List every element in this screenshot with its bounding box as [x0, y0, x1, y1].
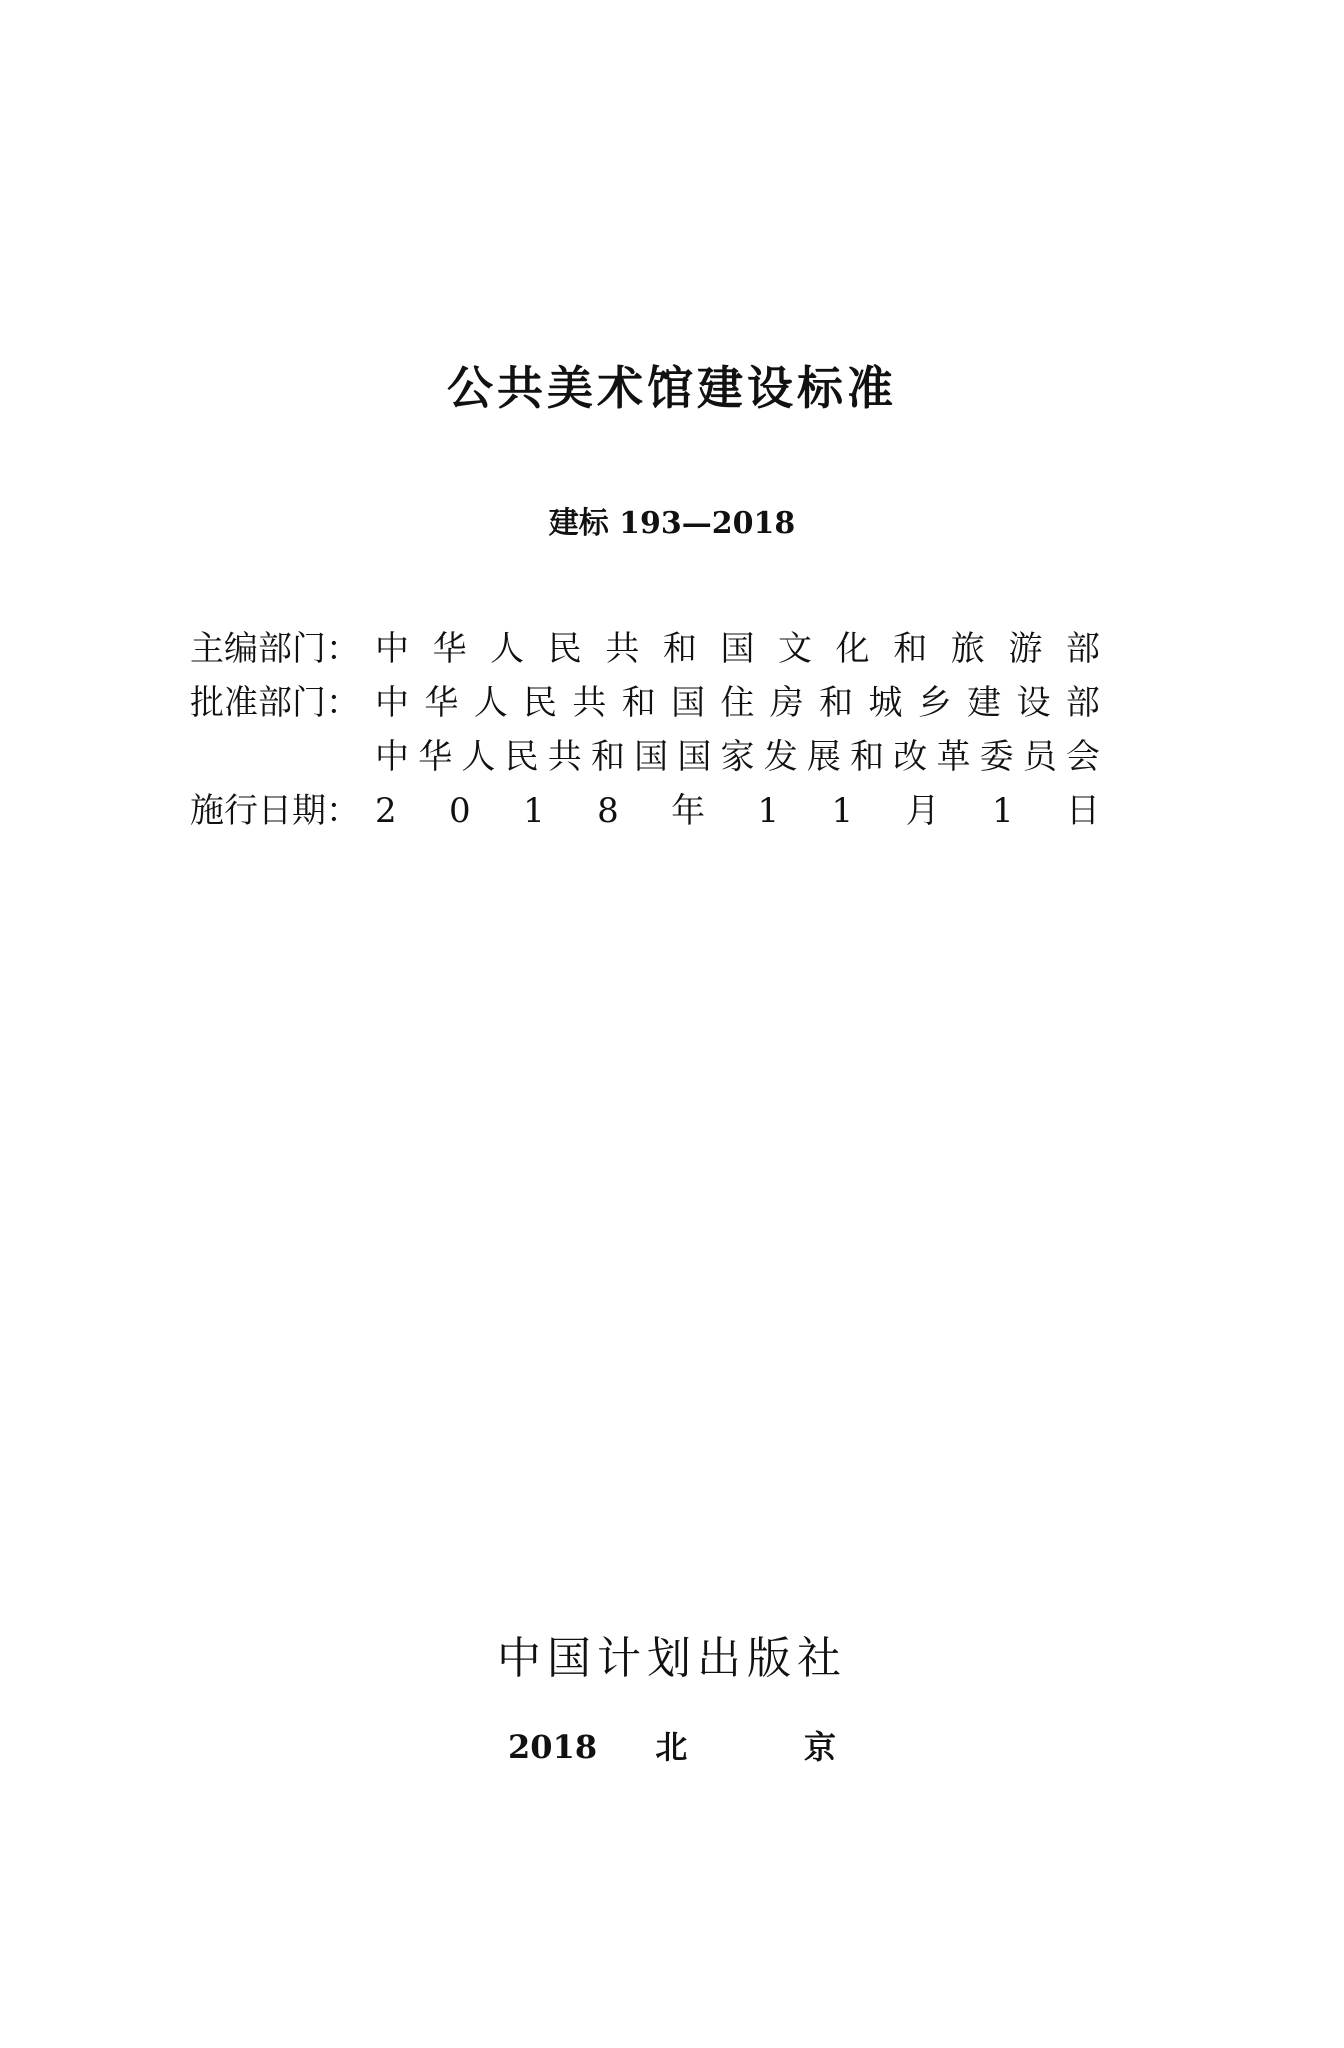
- glyph: 展: [806, 737, 841, 777]
- glyph: 家: [720, 737, 755, 777]
- glyph: 国: [720, 629, 755, 669]
- glyph: 中: [375, 629, 409, 669]
- date-value: [375, 784, 1100, 838]
- glyph: 日: [1066, 791, 1100, 831]
- glyph: 国: [671, 683, 706, 723]
- editor-label: 主编部门：: [190, 629, 360, 669]
- glyph: 1: [991, 791, 1014, 831]
- glyph: 设: [1016, 683, 1051, 723]
- approver-row: [190, 676, 1100, 730]
- glyph: 员: [1022, 737, 1057, 777]
- glyph: 和: [621, 683, 656, 723]
- glyph: 华: [432, 629, 467, 669]
- glyph: 月: [905, 791, 940, 831]
- glyph: 国: [634, 737, 669, 777]
- glyph: 部: [1065, 629, 1100, 669]
- page-title: 公共美术馆建设标准: [447, 361, 897, 415]
- glyph: 乡: [917, 683, 952, 723]
- glyph: 民: [504, 737, 539, 777]
- standard-code: 建标 193—2018: [548, 506, 796, 541]
- glyph: 中: [375, 683, 409, 723]
- date-label: 施行日期：: [190, 791, 360, 831]
- glyph: 国: [677, 737, 712, 777]
- glyph: 华: [424, 683, 459, 723]
- publisher-name: 中国计划出版社: [497, 1633, 847, 1684]
- publication-info-block: [190, 622, 1100, 838]
- glyph: 共: [605, 629, 640, 669]
- glyph: 部: [1065, 683, 1100, 723]
- glyph: 和: [893, 629, 928, 669]
- date-row: [190, 784, 1100, 838]
- approver-value-2: [375, 730, 1100, 784]
- glyph: 人: [461, 737, 496, 777]
- publication-place-year: 2018 北 京: [508, 1728, 836, 1766]
- glyph: 2: [375, 791, 397, 831]
- glyph: 共: [547, 737, 582, 777]
- glyph: 8: [597, 791, 619, 831]
- glyph: 会: [1066, 737, 1100, 777]
- glyph: 住: [720, 683, 755, 723]
- glyph: 1: [523, 791, 545, 831]
- editor-row: [190, 622, 1100, 676]
- glyph: 1: [831, 791, 854, 831]
- glyph: 旅: [950, 629, 985, 669]
- approver-label: 批准部门：: [190, 683, 360, 723]
- glyph: 华: [418, 737, 453, 777]
- glyph: 和: [819, 683, 854, 723]
- approver-row-2: [190, 730, 1100, 784]
- glyph: 改: [893, 737, 928, 777]
- glyph: 0: [449, 791, 471, 831]
- glyph: 发: [763, 737, 798, 777]
- glyph: 年: [671, 791, 706, 831]
- glyph: 化: [835, 629, 870, 669]
- glyph: 共: [572, 683, 607, 723]
- glyph: 和: [590, 737, 625, 777]
- glyph: 和: [662, 629, 697, 669]
- glyph: 和: [850, 737, 885, 777]
- editor-value: [375, 622, 1100, 676]
- glyph: 游: [1008, 629, 1043, 669]
- glyph: 中: [375, 737, 409, 777]
- glyph: 城: [868, 683, 903, 723]
- glyph: 1: [757, 791, 780, 831]
- glyph: 民: [523, 683, 558, 723]
- glyph: 人: [473, 683, 508, 723]
- glyph: 委: [979, 737, 1014, 777]
- glyph: 人: [490, 629, 525, 669]
- glyph: 革: [936, 737, 971, 777]
- glyph: 房: [769, 683, 804, 723]
- approver-value-1: [375, 676, 1100, 730]
- glyph: 民: [547, 629, 582, 669]
- glyph: 建: [967, 683, 1002, 723]
- glyph: 文: [778, 629, 813, 669]
- approver-label-spacer: [190, 730, 375, 784]
